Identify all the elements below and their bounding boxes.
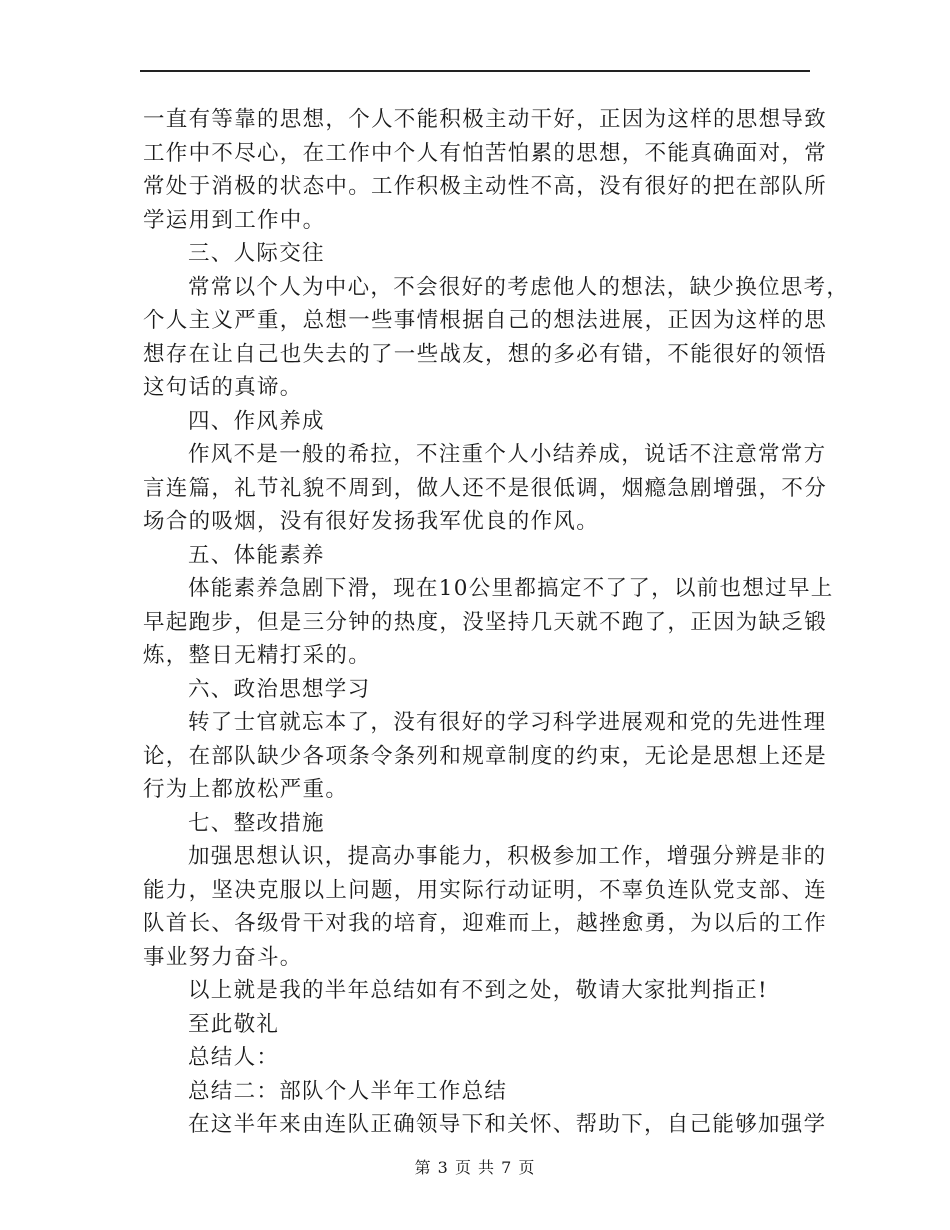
paragraph-line: 场合的吸烟，没有很好发扬我军优良的作风。 bbox=[143, 509, 600, 534]
paragraph-line: 事业努力奋斗。 bbox=[143, 944, 303, 970]
paragraph-line: 总结二：部队个人半年工作总结 bbox=[188, 1078, 508, 1104]
paragraph-line: 队首长、各级骨干对我的培育，迎难而上，越挫愈勇，为以后的工作 bbox=[143, 911, 828, 936]
paragraph-line: 作风不是一般的希拉，不注重个人小结养成，说话不注意常常方 bbox=[188, 442, 827, 467]
paragraph-line: 七、整改措施 bbox=[188, 810, 325, 836]
paragraph-line: 工作中不尽心，在工作中个人有怕苦怕累的思想，不能真确面对，常 bbox=[143, 140, 828, 166]
paragraph-line: 总结人： bbox=[188, 1045, 280, 1070]
paragraph-line: 三、人际交往 bbox=[188, 241, 325, 266]
paragraph-line: 至此敬礼 bbox=[188, 1011, 280, 1037]
paragraph-line: 论，在部队缺少各项条令条列和规章制度的约束，无论是思想上还是 bbox=[143, 743, 828, 769]
paragraph-line: 想存在让自己也失去的了一些战友，想的多必有错，不能很好的领悟 bbox=[143, 341, 828, 367]
page-number-footer: 第 3 页 共 7 页 bbox=[414, 1158, 536, 1177]
paragraph-line: 转了士官就忘本了，没有很好的学习科学进展观和党的先进性理 bbox=[188, 710, 827, 735]
paragraph-line: 五、体能素养 bbox=[188, 542, 325, 568]
header-rule bbox=[140, 70, 810, 72]
paragraph-line: 四、作风养成 bbox=[188, 408, 325, 434]
document-body bbox=[143, 103, 850, 1142]
paragraph-line: 常处于消极的状态中。工作积极主动性不高，没有很好的把在部队所 bbox=[143, 174, 828, 199]
paragraph-line: 行为上都放松严重。 bbox=[143, 777, 349, 802]
paragraph-line: 个人主义严重，总想一些事情根据自己的想法进展，正因为这样的思 bbox=[143, 308, 828, 333]
paragraph-line: 以上就是我的半年总结如有不到之处，敬请大家批判指正! bbox=[188, 978, 768, 1003]
paragraph-line: 六、政治思想学习 bbox=[188, 676, 371, 702]
paragraph-line: 学运用到工作中。 bbox=[143, 207, 326, 233]
paragraph-line: 一直有等靠的思想，个人不能积极主动干好，正因为这样的思想导致 bbox=[143, 107, 828, 132]
paragraph-line: 常常以个人为中心，不会很好的考虑他人的想法，缺少换位思考， bbox=[188, 274, 850, 300]
paragraph-line: 这句话的真谛。 bbox=[143, 375, 303, 400]
paragraph-line: 体能素养急剧下滑，现在10公里都搞定不了了，以前也想过早上 bbox=[188, 576, 834, 601]
paragraph-line: 早起跑步，但是三分钟的热度，没坚持几天就不跑了，正因为缺乏锻 bbox=[143, 609, 828, 635]
paragraph-line: 能力，坚决克服以上问题，用实际行动证明，不辜负连队党支部、连 bbox=[143, 877, 828, 903]
paragraph-line: 在这半年来由连队正确领导下和关怀、帮助下，自己能够加强学 bbox=[188, 1112, 827, 1137]
paragraph-line: 言连篇，礼节礼貌不周到，做人还不是很低调，烟瘾急剧增强，不分 bbox=[143, 475, 828, 501]
paragraph-line: 加强思想认识，提高办事能力，积极参加工作，增强分辨是非的 bbox=[188, 844, 827, 869]
paragraph-line: 炼，整日无精打采的。 bbox=[143, 643, 372, 668]
